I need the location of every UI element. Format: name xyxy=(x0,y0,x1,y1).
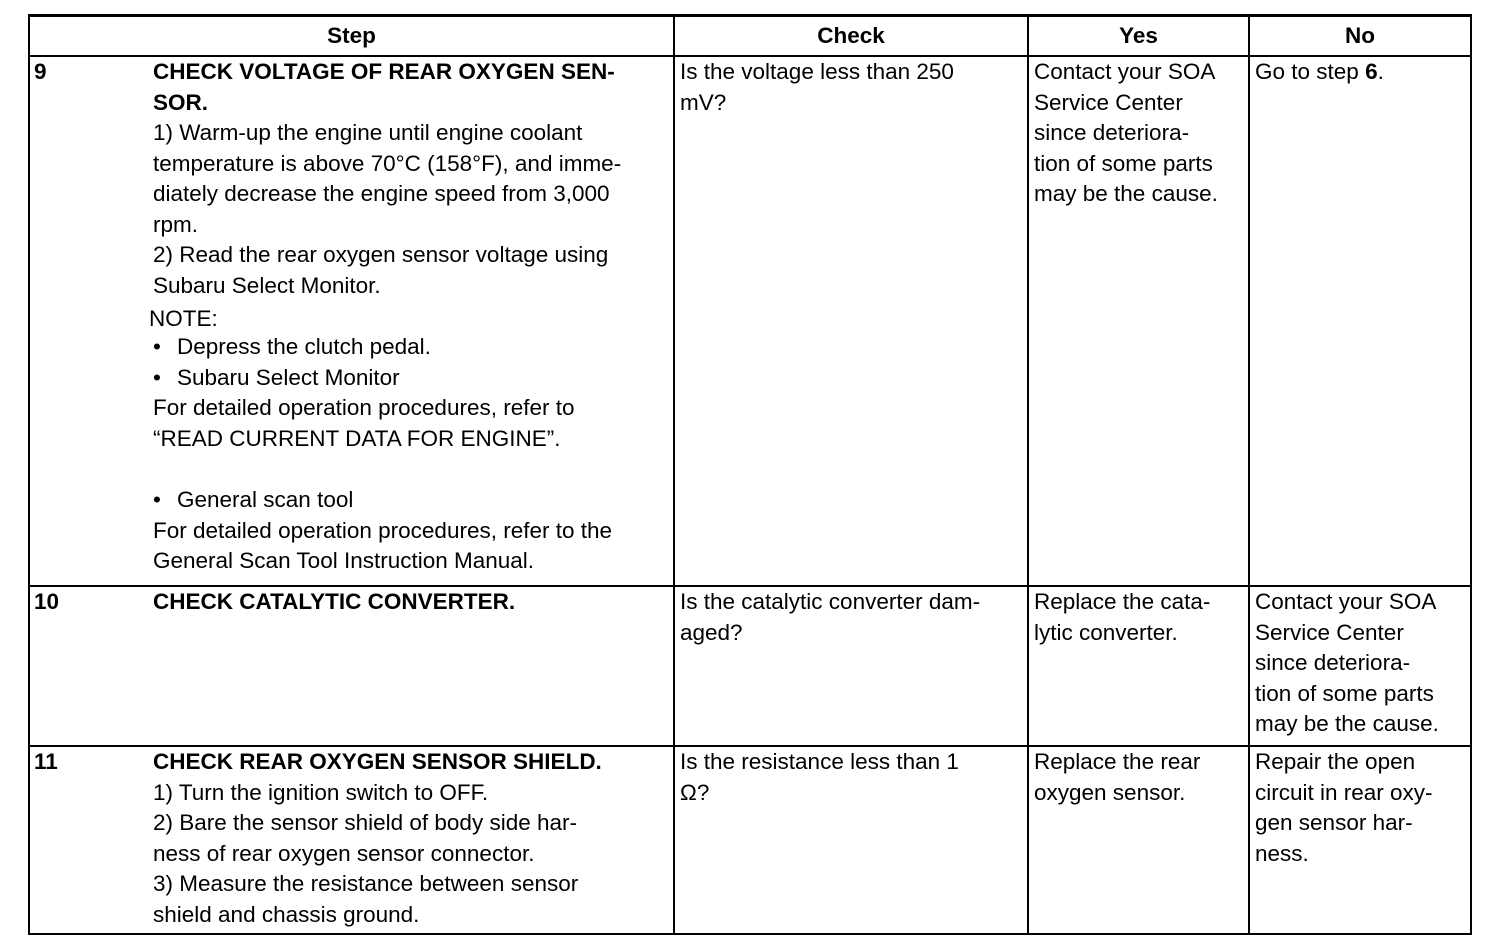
no-line: since deteriora- xyxy=(1255,650,1411,675)
step-number: 9 xyxy=(34,59,47,84)
table-header-row xyxy=(29,16,1471,57)
procedure-line: diately decrease the engine speed from 3,000 xyxy=(153,181,610,206)
procedure-line: Subaru Select Monitor. xyxy=(153,272,381,298)
step-title-line: SOR. xyxy=(153,89,209,115)
procedure-line: temperature is above 70°C (158°F), and imme- xyxy=(153,150,622,176)
procedure-line: rpm. xyxy=(153,211,198,237)
check-cell xyxy=(674,746,1028,934)
yes-line: Contact your SOA xyxy=(1034,59,1216,84)
no-line: Contact your SOA xyxy=(1255,589,1437,614)
yes-cell xyxy=(1028,746,1249,934)
no-cell xyxy=(1249,746,1471,934)
no-text: . xyxy=(1377,59,1384,84)
procedure-line: 2) Read the rear oxygen sensor voltage using xyxy=(153,242,609,267)
note-bullet xyxy=(153,485,669,516)
bullet-dot-icon: • xyxy=(153,487,161,512)
no-cell xyxy=(1249,56,1471,586)
note-line: For detailed operation procedures, refer to xyxy=(153,395,575,420)
yes-line: Service Center xyxy=(1034,89,1183,115)
procedure-line: ness of rear oxygen sensor connector. xyxy=(153,840,535,866)
no-text: Go to step xyxy=(1255,59,1366,84)
check-cell xyxy=(674,586,1028,746)
check-line: mV? xyxy=(680,89,727,115)
check-line: Ω? xyxy=(680,779,710,805)
no-cell xyxy=(1249,586,1471,746)
yes-cell xyxy=(1028,56,1249,586)
step-body xyxy=(153,587,673,618)
no-line: tion of some parts xyxy=(1255,680,1434,706)
table-row xyxy=(29,586,1471,746)
yes-line: since deteriora- xyxy=(1034,120,1190,145)
note-line: General Scan Tool Instruction Manual. xyxy=(153,548,535,573)
procedure-line: 3) Measure the resistance between sensor xyxy=(153,871,579,896)
yes-line: tion of some parts xyxy=(1034,150,1213,176)
procedure-line: 1) Turn the ignition switch to OFF. xyxy=(153,779,489,805)
no-line: circuit in rear oxy- xyxy=(1255,779,1433,805)
step-cell xyxy=(29,586,674,746)
step-reference-link[interactable]: 6 xyxy=(1365,59,1378,84)
header-yes: Yes xyxy=(1028,16,1249,57)
check-line: Is the voltage less than 250 xyxy=(680,59,954,84)
procedure-line: shield and chassis ground. xyxy=(153,901,420,927)
header-step: Step xyxy=(29,16,674,57)
spacer xyxy=(153,454,669,485)
check-line: aged? xyxy=(680,619,743,645)
step-body xyxy=(153,747,673,930)
step-title: CHECK CATALYTIC CONVERTER. xyxy=(153,589,516,614)
step-body xyxy=(149,57,673,577)
procedure-line: 2) Bare the sensor shield of body side har- xyxy=(153,810,577,835)
no-line: Repair the open xyxy=(1255,749,1416,774)
no-line xyxy=(1255,57,1466,88)
step-title: CHECK REAR OXYGEN SENSOR SHIELD. xyxy=(153,749,602,774)
note-bullet xyxy=(153,332,669,363)
bullet-text: Depress the clutch pedal. xyxy=(177,334,431,359)
yes-line: may be the cause. xyxy=(1034,181,1218,206)
step-cell xyxy=(29,56,674,586)
bullet-text: Subaru Select Monitor xyxy=(177,364,400,390)
no-line: Service Center xyxy=(1255,619,1404,645)
bullet-text: General scan tool xyxy=(177,487,354,512)
note-line: “READ CURRENT DATA FOR ENGINE”. xyxy=(153,425,561,451)
yes-line: lytic converter. xyxy=(1034,619,1178,645)
diagnostic-table xyxy=(28,14,1472,935)
procedure-line: 1) Warm-up the engine until engine coolant xyxy=(153,120,583,145)
yes-cell xyxy=(1028,586,1249,746)
check-line: Is the catalytic converter dam- xyxy=(680,589,981,614)
step-number: 11 xyxy=(34,749,58,774)
note-bullet xyxy=(153,363,669,394)
step-title-line: CHECK VOLTAGE OF REAR OXYGEN SEN- xyxy=(153,59,615,84)
header-check: Check xyxy=(674,16,1028,57)
table-row xyxy=(29,56,1471,586)
step-cell xyxy=(29,746,674,934)
header-no: No xyxy=(1249,16,1471,57)
note-heading: NOTE: xyxy=(149,306,218,331)
yes-line: Replace the cata- xyxy=(1034,589,1211,614)
check-line: Is the resistance less than 1 xyxy=(680,749,959,774)
no-line: may be the cause. xyxy=(1255,711,1439,736)
yes-line: Replace the rear xyxy=(1034,749,1201,774)
no-line: gen sensor har- xyxy=(1255,810,1413,835)
note-line: For detailed operation procedures, refer to the xyxy=(153,517,613,543)
bullet-dot-icon: • xyxy=(153,364,161,390)
step-number: 10 xyxy=(34,589,60,614)
check-cell xyxy=(674,56,1028,586)
step-title xyxy=(153,57,669,118)
no-line: ness. xyxy=(1255,840,1309,866)
bullet-dot-icon: • xyxy=(153,334,161,359)
yes-line: oxygen sensor. xyxy=(1034,779,1186,805)
table-row xyxy=(29,746,1471,934)
